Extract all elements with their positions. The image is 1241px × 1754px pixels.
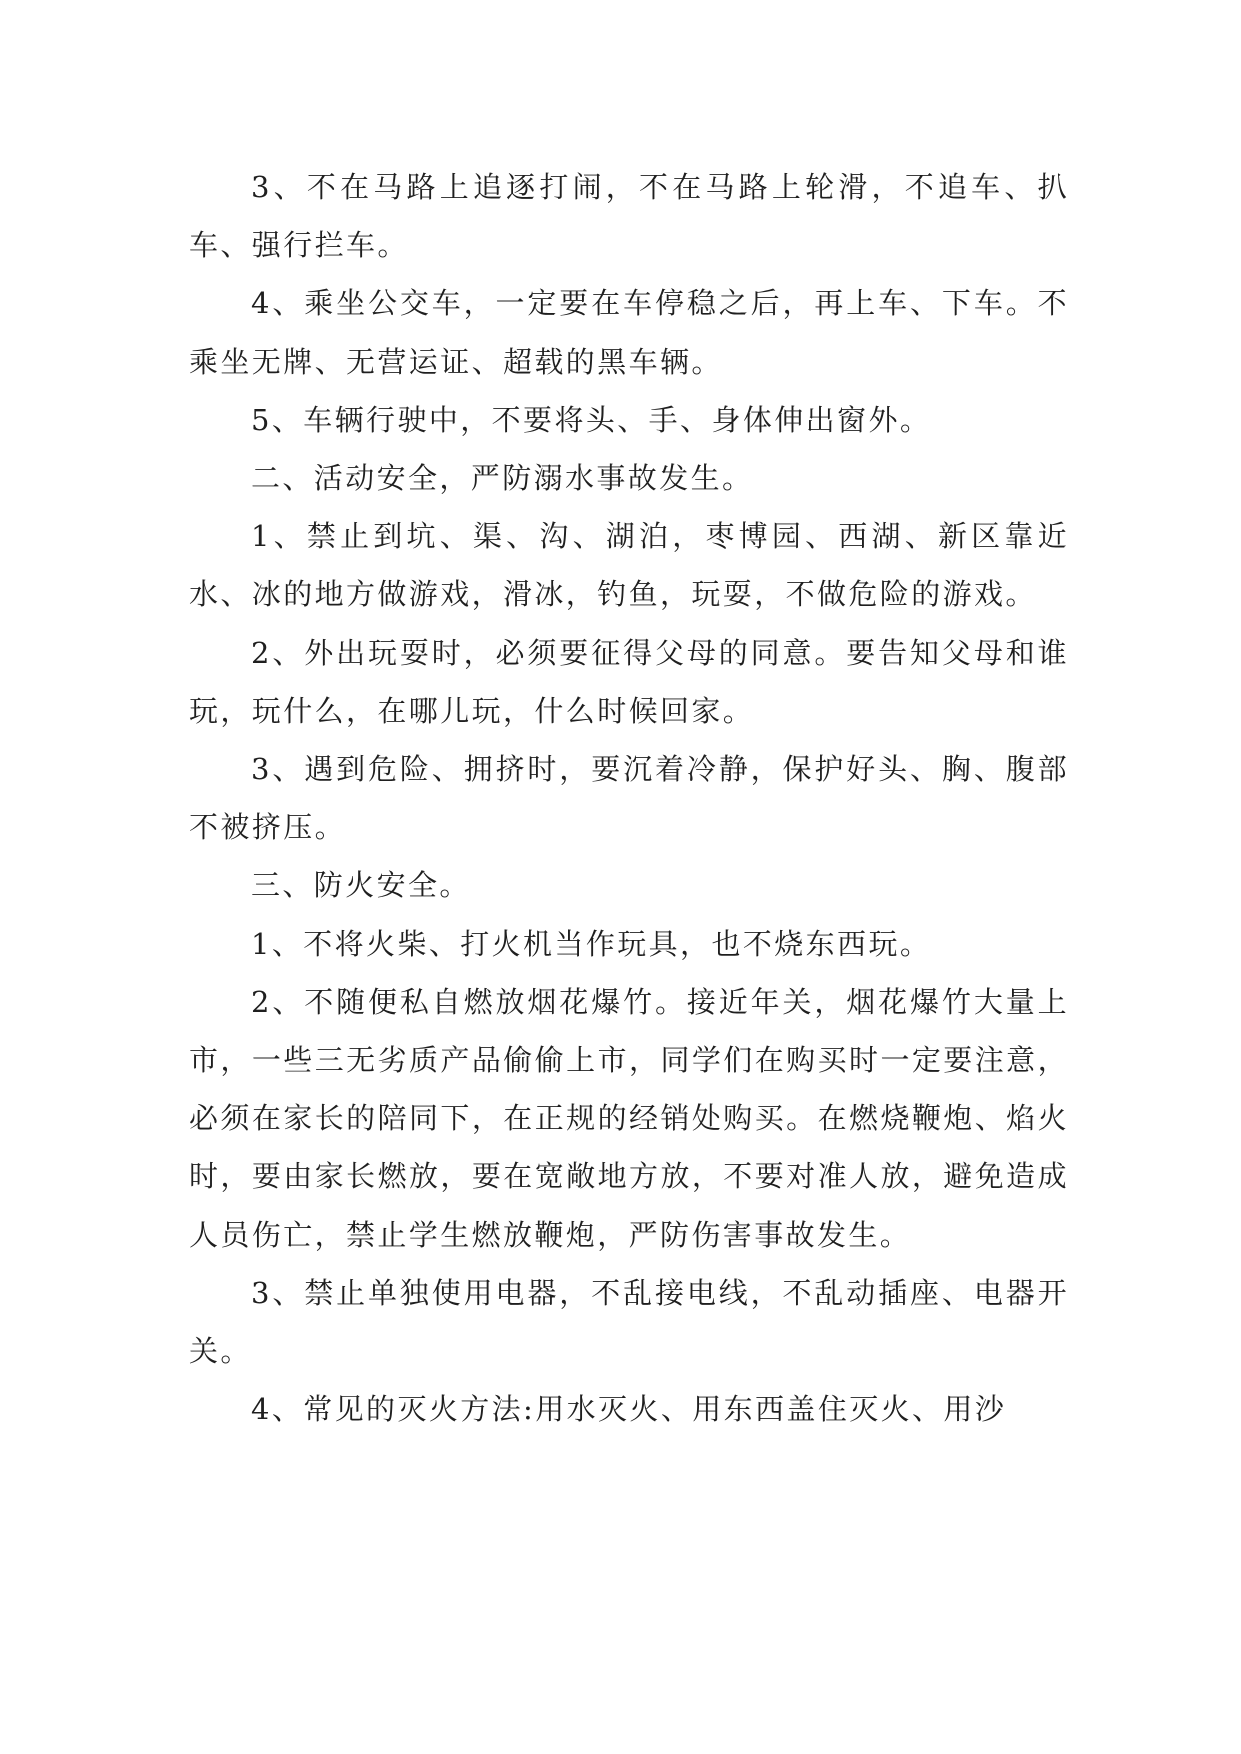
paragraph-traffic-4: 4、乘坐公交车，一定要在车停稳之后，再上车、下车。不乘坐无牌、无营运证、超载的黑车辆。: [189, 286, 1069, 379]
paragraph-fire-4: 4、常见的灭火方法:用水灭火、用东西盖住灭火、用沙: [251, 1392, 1007, 1427]
document-body: [189, 158, 1069, 1438]
paragraph-activity-1: 1、禁止到坑、渠、沟、湖泊，枣博园、西湖、新区靠近水、冰的地方做游戏，滑冰，钓鱼，玩耍，不做危险的游戏。: [189, 519, 1069, 612]
paragraph-fire-1: 1、不将火柴、打火机当作玩具，也不烧东西玩。: [251, 926, 932, 961]
paragraph-fire-3: 3、禁止单独使用电器，不乱接电线，不乱动插座、电器开关。: [189, 1275, 1069, 1369]
section-heading-fire-safety: 三、防火安全。: [251, 868, 471, 903]
section-heading-activity-safety: 二、活动安全，严防溺水事故发生。: [251, 461, 754, 496]
paragraph-activity-3: 3、遇到危险、拥挤时，要沉着冷静，保护好头、胸、腹部不被挤压。: [189, 752, 1069, 845]
paragraph-activity-2: 2、外出玩耍时，必须要征得父母的同意。要告知父母和谁玩，玩什么，在哪儿玩，什么时候回家。: [189, 635, 1069, 728]
paragraph-traffic-3: 3、不在马路上追逐打闹，不在马路上轮滑，不追车、扒车、强行拦车。: [189, 170, 1069, 263]
paragraph-fire-2: 2、不随便私自燃放烟花爆竹。接近年关，烟花爆竹大量上市，一些三无劣质产品偷偷上市，同学们在购买时一定要注意，必须在家长的陪同下，在正规的经销处购买。在燃烧鞭炮、焰火时，要由家长燃放，要在宽敞地方放，不要对准人放，避免造成人员伤亡，禁止学生燃放鞭炮，严防伤害事故发生。: [189, 984, 1069, 1252]
paragraph-traffic-5: 5、车辆行驶中，不要将头、手、身体伸出窗外。: [251, 402, 932, 437]
